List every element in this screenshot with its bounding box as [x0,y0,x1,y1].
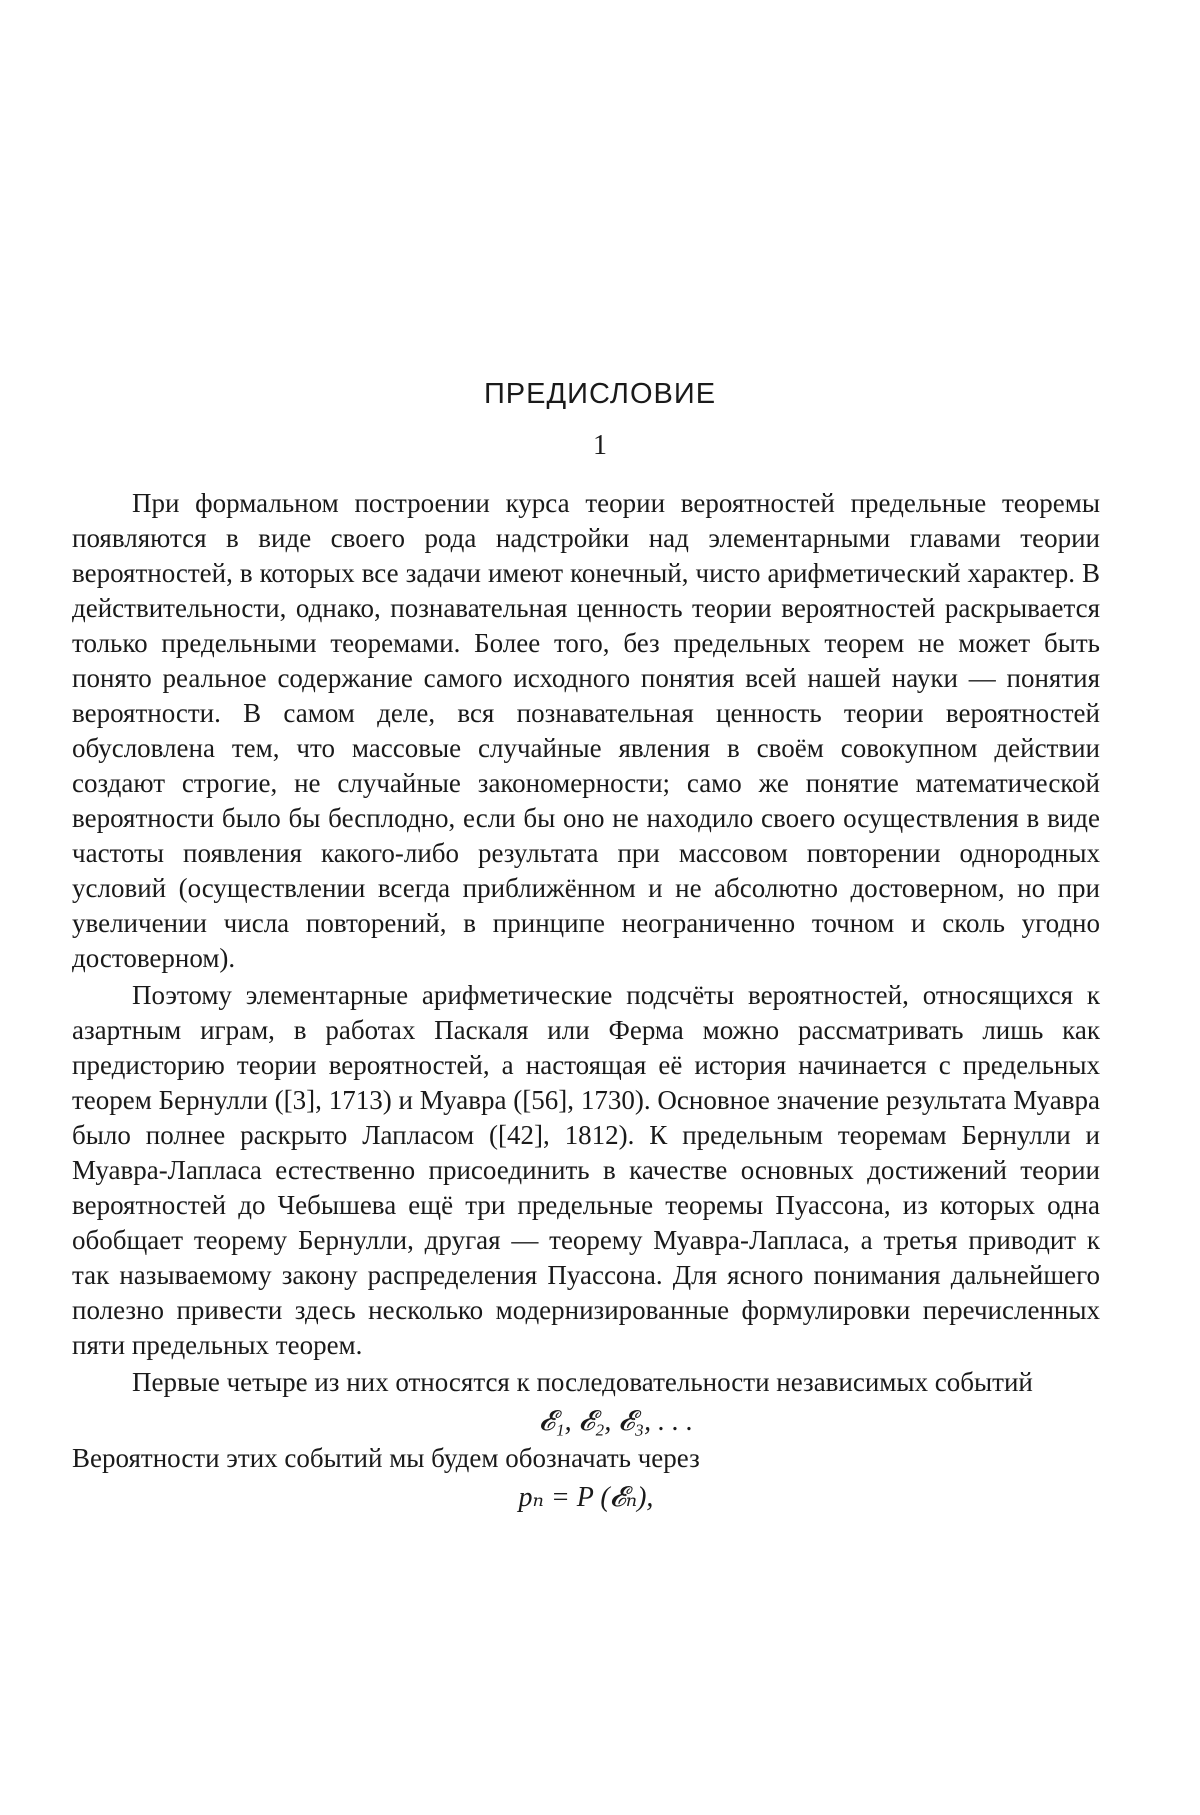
section-number: 1 [593,430,607,461]
formula-probability: pₙ = P (𝓔ₙ), [518,1482,654,1513]
formula-event-sequence: 𝓔₁, 𝓔₂, 𝓔₃, . . . [538,1406,694,1437]
paragraph-3: Первые четыре из них относятся к последовательности независимых событий [132,1367,1033,1397]
paragraph-1: При формальном построении курса теории вероятностей предельные теоремы появляются в виде своего рода надстройки над элементарными главами теории вероятностей, в которых все задачи имеют конечный, чисто арифметический характер. В действительности, однако, познавательная ценность теории вероятностей раскрывается только предельными теоремами. Более того, без предельных теорем не может быть понято реальное содержание самого исходного понятия всей нашей науки — понятия вероятности. В самом деле, вся познавательная ценность теории вероятностей обусловлена тем, что массовые случайные явления в своём совокупном действии создают строгие, не случайные закономерности; само же понятие математической вероятности было бы бесплодно, если бы оно не находило своего осуществления в виде частоты появления какого-либо результата при массовом повторении однородных условий (осуществлении всегда приближённом и не абсолютно достоверном, но при увеличении числа повторений, в принципе неограниченно точном и сколь угодно достоверном). [72,488,1100,973]
paragraph-2: Поэтому элементарные арифметические подсчёты вероятностей, относящихся к азартным играм, в работах Паскаля или Ферма можно рассматривать лишь как предисторию теории вероятностей, а настоящая её история начинается с предельных теорем Бернулли ([3], 1713) и Муавра ([56], 1730). Основное значение результата Муавра было полнее раскрыто Лапласом ([42], 1812). К предельным теоремам Бернулли и Муавра-Лапласа естественно присоединить в качестве основных достижений теории вероятностей до Чебышева ещё три предельные теоремы Пуассона, из которых одна обобщает теорему Бернулли, другая — теорему Муавра-Лапласа, а третья приводит к так называемому закону распределения Пуассона. Для ясного понимания дальнейшего полезно привести здесь несколько модернизированные формулировки перечисленных пяти предельных теорем. [72,980,1100,1360]
body-text [72,486,1100,1517]
page-title: ПРЕДИСЛОВИЕ [483,378,717,410]
paragraph-4: Вероятности этих событий мы будем обозначать через [72,1443,700,1473]
